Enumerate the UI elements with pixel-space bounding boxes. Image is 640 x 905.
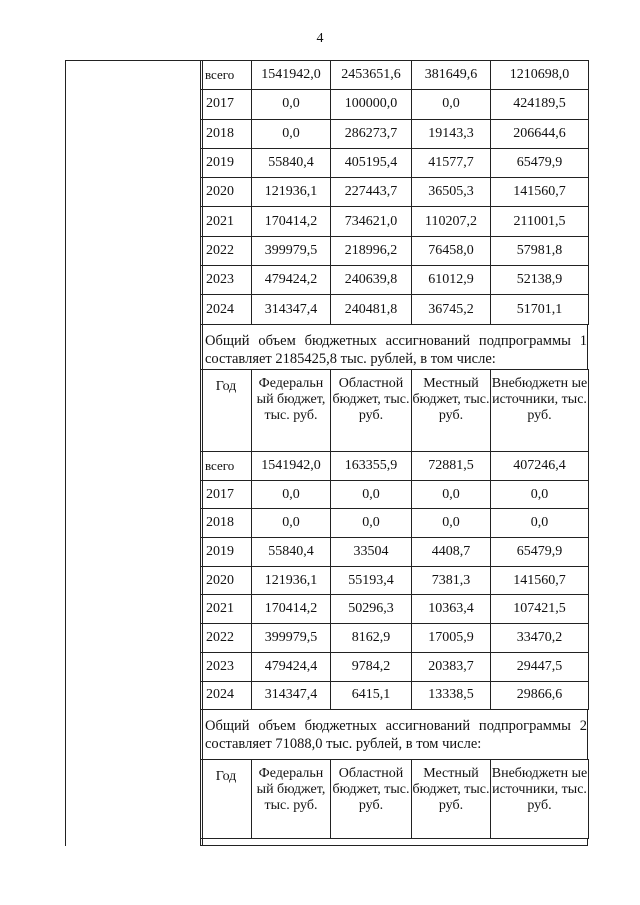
value-cell: 399979,5 (252, 624, 331, 653)
value-cell: 479424,4 (252, 652, 331, 681)
value-cell: 1210698,0 (491, 61, 589, 90)
value-cell: 10363,4 (412, 595, 491, 624)
value-cell: 1541942,0 (252, 452, 331, 481)
value-cell: 29447,5 (491, 652, 589, 681)
value-cell: 314347,4 (252, 681, 331, 710)
table-row (201, 295, 589, 324)
table-row (201, 652, 589, 681)
table-row (201, 178, 589, 207)
year-cell: 2017 (201, 480, 252, 509)
value-cell: 424189,5 (491, 90, 589, 119)
year-cell: 2020 (201, 178, 252, 207)
header-federal-budget: Федеральн ый бюджет, тыс. руб. (252, 370, 331, 452)
value-cell: 0,0 (412, 480, 491, 509)
value-cell: 0,0 (331, 480, 412, 509)
value-cell: 163355,9 (331, 452, 412, 481)
value-cell: 0,0 (252, 90, 331, 119)
table-row (201, 681, 589, 710)
year-cell: 2023 (201, 652, 252, 681)
table-bottom-border (200, 838, 588, 846)
year-cell: 2020 (201, 566, 252, 595)
value-cell: 17005,9 (412, 624, 491, 653)
header-extrabudgetary: Внебюджетн ые источники, тыс. руб. (491, 370, 589, 452)
value-cell: 55840,4 (252, 148, 331, 177)
year-cell: 2024 (201, 681, 252, 710)
year-cell: 2022 (201, 236, 252, 265)
value-cell: 170414,2 (252, 207, 331, 236)
year-cell: всего (201, 61, 252, 90)
value-cell: 33470,2 (491, 624, 589, 653)
table-row (201, 480, 589, 509)
header-local-budget: Местный бюджет, тыс. руб. (412, 760, 491, 839)
value-cell: 51701,1 (491, 295, 589, 324)
value-cell: 734621,0 (331, 207, 412, 236)
value-cell: 227443,7 (331, 178, 412, 207)
table-row (201, 90, 589, 119)
value-cell: 36745,2 (412, 295, 491, 324)
value-cell: 121936,1 (252, 566, 331, 595)
table-row (201, 566, 589, 595)
subprogram1-header-row (201, 370, 589, 452)
subprogram1-table (200, 369, 589, 710)
value-cell: 76458,0 (412, 236, 491, 265)
value-cell: 405195,4 (331, 148, 412, 177)
header-local-budget: Местный бюджет, тыс. руб. (412, 370, 491, 452)
value-cell: 0,0 (412, 509, 491, 538)
value-cell: 13338,5 (412, 681, 491, 710)
subprogram2-header-row (201, 760, 589, 839)
value-cell: 65479,9 (491, 538, 589, 567)
subprogram2-table (200, 759, 589, 839)
table-row (201, 119, 589, 148)
value-cell: 0,0 (412, 90, 491, 119)
year-cell: 2023 (201, 266, 252, 295)
table-row (201, 624, 589, 653)
value-cell: 0,0 (252, 509, 331, 538)
value-cell: 399979,5 (252, 236, 331, 265)
value-cell: 55193,4 (331, 566, 412, 595)
header-federal-budget: Федеральн ый бюджет, тыс. руб. (252, 760, 331, 839)
year-cell: 2018 (201, 119, 252, 148)
table-row (201, 61, 589, 90)
value-cell: 218996,2 (331, 236, 412, 265)
value-cell: 0,0 (491, 509, 589, 538)
value-cell: 407246,4 (491, 452, 589, 481)
value-cell: 314347,4 (252, 295, 331, 324)
year-cell: всего (201, 452, 252, 481)
table-row (201, 452, 589, 481)
value-cell: 0,0 (252, 119, 331, 148)
table-row (201, 236, 589, 265)
subprogram2-description: Общий объем бюджетных ассигнований подпрограммы 2 составляет 71088,0 тыс. рублей, в том числе: (200, 709, 588, 759)
left-label-column (65, 60, 203, 846)
table-row (201, 148, 589, 177)
value-cell: 381649,6 (412, 61, 491, 90)
value-cell: 206644,6 (491, 119, 589, 148)
value-cell: 36505,3 (412, 178, 491, 207)
year-cell: 2017 (201, 90, 252, 119)
value-cell: 141560,7 (491, 566, 589, 595)
value-cell: 1541942,0 (252, 61, 331, 90)
header-year: Год (201, 760, 252, 839)
year-cell: 2021 (201, 595, 252, 624)
value-cell: 57981,8 (491, 236, 589, 265)
value-cell: 170414,2 (252, 595, 331, 624)
value-cell: 55840,4 (252, 538, 331, 567)
value-cell: 4408,7 (412, 538, 491, 567)
value-cell: 0,0 (252, 480, 331, 509)
value-cell: 52138,9 (491, 266, 589, 295)
value-cell: 2453651,6 (331, 61, 412, 90)
value-cell: 211001,5 (491, 207, 589, 236)
value-cell: 107421,5 (491, 595, 589, 624)
header-extrabudgetary: Внебюджетн ые источники, тыс. руб. (491, 760, 589, 839)
value-cell: 29866,6 (491, 681, 589, 710)
value-cell: 286273,7 (331, 119, 412, 148)
total-funding-table (200, 60, 589, 325)
value-cell: 479424,2 (252, 266, 331, 295)
year-cell: 2018 (201, 509, 252, 538)
value-cell: 6415,1 (331, 681, 412, 710)
value-cell: 100000,0 (331, 90, 412, 119)
header-year: Год (201, 370, 252, 452)
table-row (201, 538, 589, 567)
value-cell: 9784,2 (331, 652, 412, 681)
value-cell: 33504 (331, 538, 412, 567)
value-cell: 0,0 (491, 480, 589, 509)
table-row (201, 266, 589, 295)
year-cell: 2021 (201, 207, 252, 236)
value-cell: 19143,3 (412, 119, 491, 148)
year-cell: 2024 (201, 295, 252, 324)
value-cell: 110207,2 (412, 207, 491, 236)
value-cell: 41577,7 (412, 148, 491, 177)
value-cell: 61012,9 (412, 266, 491, 295)
value-cell: 240639,8 (331, 266, 412, 295)
value-cell: 65479,9 (491, 148, 589, 177)
subprogram1-description: Общий объем бюджетных ассигнований подпрограммы 1 составляет 2185425,8 тыс. рублей, в том числе: (200, 324, 588, 369)
value-cell: 121936,1 (252, 178, 331, 207)
year-cell: 2019 (201, 148, 252, 177)
value-cell: 8162,9 (331, 624, 412, 653)
page-number: 4 (316, 31, 324, 46)
value-cell: 50296,3 (331, 595, 412, 624)
table-row (201, 207, 589, 236)
year-cell: 2022 (201, 624, 252, 653)
value-cell: 72881,5 (412, 452, 491, 481)
year-cell: 2019 (201, 538, 252, 567)
header-regional-budget: Областной бюджет, тыс. руб. (331, 370, 412, 452)
value-cell: 141560,7 (491, 178, 589, 207)
value-cell: 240481,8 (331, 295, 412, 324)
value-cell: 20383,7 (412, 652, 491, 681)
value-cell: 7381,3 (412, 566, 491, 595)
table-row (201, 595, 589, 624)
table-row (201, 509, 589, 538)
value-cell: 0,0 (331, 509, 412, 538)
header-regional-budget: Областной бюджет, тыс. руб. (331, 760, 412, 839)
